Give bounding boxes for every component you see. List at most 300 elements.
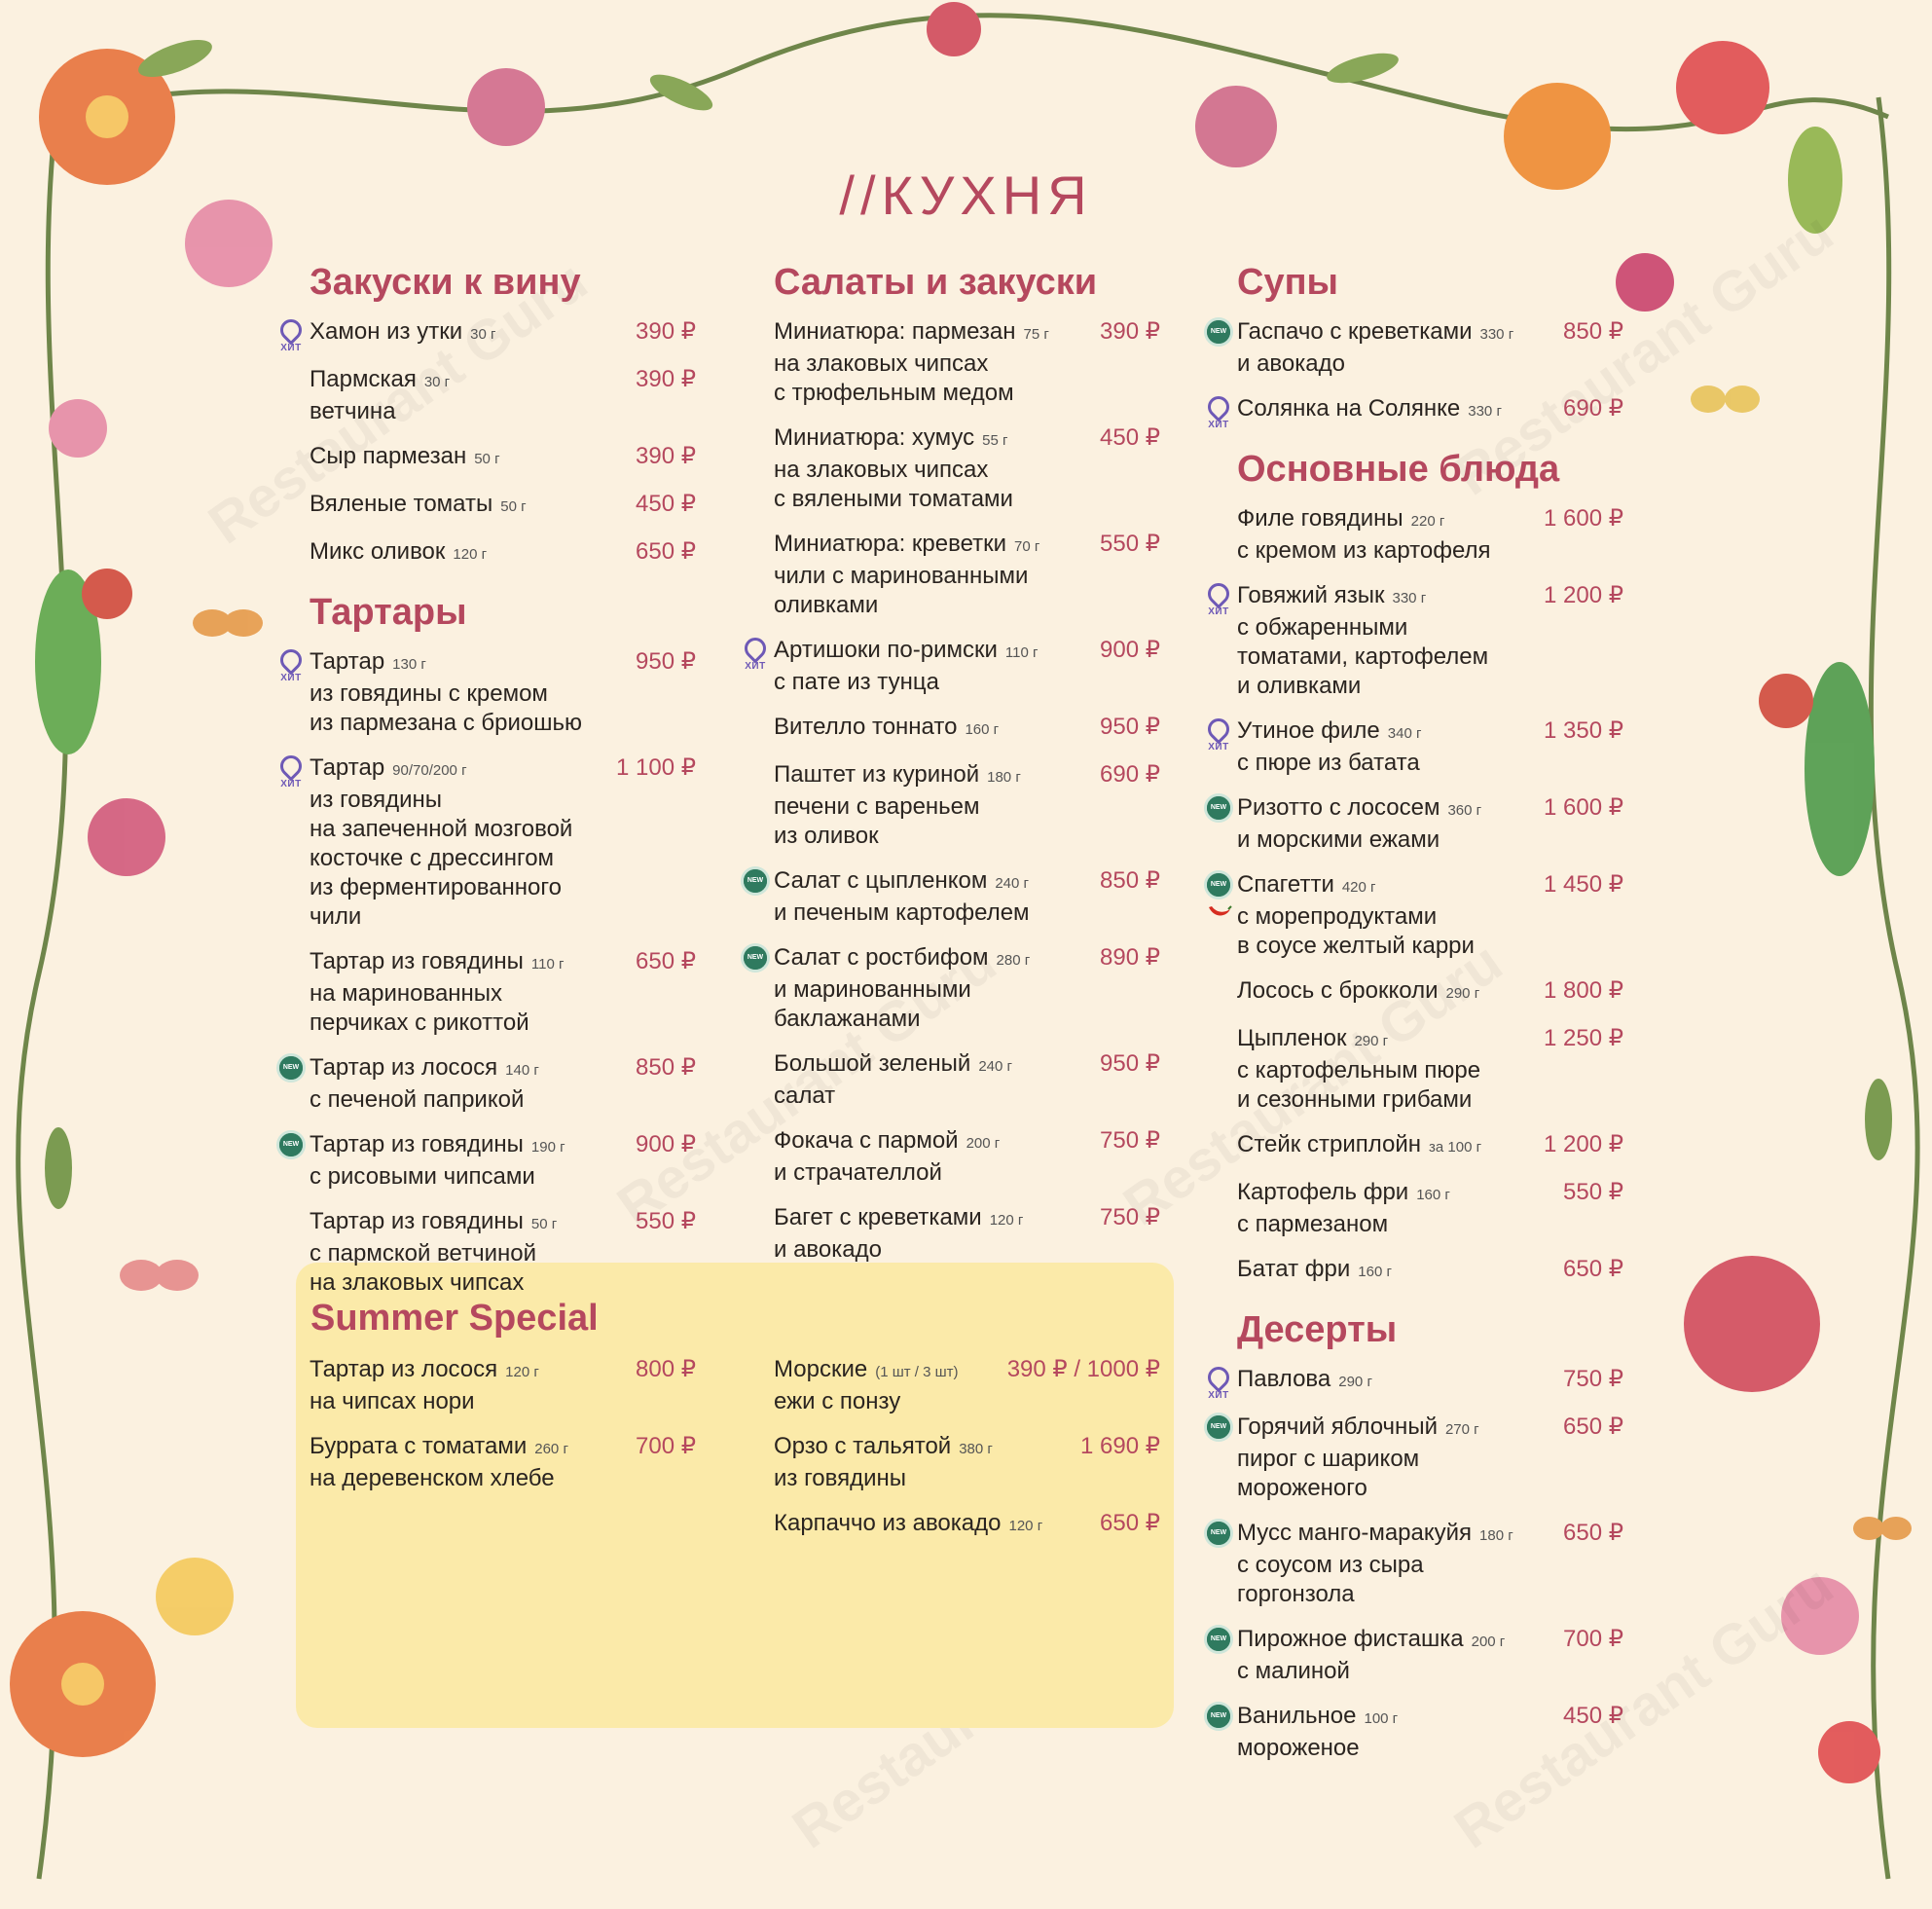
- menu-item-description: [1237, 932, 1538, 961]
- menu-item-description: [310, 786, 610, 815]
- menu-item-name: [1237, 581, 1538, 613]
- menu-section: [1205, 448, 1623, 1287]
- menu-item-name: [310, 490, 630, 522]
- menu-item-body: [1237, 581, 1538, 701]
- menu-item-text: Миниатюра: хумус: [774, 424, 975, 451]
- menu-item: [1205, 716, 1623, 778]
- menu-item-description: [774, 899, 1094, 928]
- chili-pepper-icon: [1207, 905, 1232, 919]
- menu-item-name: [1237, 870, 1538, 902]
- menu-item-description: [774, 562, 1094, 591]
- menu-item-name: [1237, 1702, 1557, 1734]
- menu-item-description: [1237, 1085, 1538, 1115]
- menu-item-price: 850 ₽: [1563, 318, 1623, 345]
- menu-item-weight: 340 г: [1387, 725, 1422, 742]
- menu-item-text: и морскими ежами: [1237, 826, 1440, 853]
- menu-item-body: [774, 713, 1094, 745]
- menu-item-weight: 330 г: [1392, 590, 1427, 606]
- menu-item-price: 1 800 ₽: [1544, 977, 1623, 1004]
- menu-column-3: [1205, 261, 1623, 1784]
- menu-item-description: [1237, 1056, 1538, 1085]
- menu-item-text: Горячий яблочный: [1237, 1413, 1438, 1440]
- menu-item-text: на злаковых чипсах: [774, 457, 989, 483]
- menu-item-body: [1237, 394, 1557, 426]
- menu-item-price: 1 690 ₽: [1080, 1433, 1160, 1459]
- menu-item-description: [1237, 1580, 1557, 1609]
- hit-badge-label: ХИТ: [1208, 1390, 1229, 1401]
- menu-item-weight: 50 г: [530, 1216, 558, 1232]
- menu-item: [277, 537, 696, 569]
- menu-item: [742, 530, 1160, 620]
- menu-section: [742, 261, 1160, 1265]
- menu-item-price: 650 ₽: [1100, 1510, 1160, 1536]
- menu-item-name: [310, 1053, 630, 1085]
- menu-item-weight: за 100 г: [1429, 1139, 1482, 1156]
- menu-item-weight: (1 шт / 3 шт): [875, 1364, 959, 1380]
- menu-item-weight: 110 г: [530, 956, 565, 973]
- menu-item-price: 1 250 ₽: [1544, 1025, 1623, 1051]
- menu-item-description: [1237, 613, 1538, 642]
- menu-item-body: [774, 1049, 1094, 1111]
- menu-item: [742, 1203, 1160, 1265]
- menu-item-weight: 160 г: [965, 721, 1000, 738]
- section-title: Супы: [1237, 262, 1338, 303]
- menu-item-text: ветчина: [310, 398, 396, 424]
- menu-item-body: [774, 760, 1094, 851]
- new-badge-icon: NEW: [744, 869, 767, 893]
- menu-item-text: на запеченной мозговой: [310, 816, 573, 842]
- hit-badge-label: ХИТ: [280, 343, 302, 353]
- menu-item-price: 450 ₽: [1563, 1703, 1623, 1729]
- menu-item-text: оливками: [774, 592, 879, 618]
- menu-item-text: с кремом из картофеля: [1237, 537, 1491, 564]
- hit-badge-label: ХИТ: [1208, 742, 1229, 753]
- menu-item-price: 1 100 ₽: [616, 754, 696, 781]
- menu-item-name: [1237, 1365, 1557, 1397]
- menu-item-price: 950 ₽: [1100, 1050, 1160, 1077]
- menu-item-text: и оливками: [1237, 673, 1362, 699]
- menu-item-price: 750 ₽: [1563, 1366, 1623, 1392]
- menu-item: [277, 1130, 696, 1192]
- menu-item: [1205, 1130, 1623, 1162]
- menu-item-description: [310, 1387, 630, 1416]
- menu-item-weight: 140 г: [505, 1062, 539, 1079]
- menu-item-description: [774, 1158, 1094, 1188]
- menu-item-price: 1 200 ₽: [1544, 1131, 1623, 1157]
- menu-item-name: [774, 530, 1094, 562]
- menu-item-name: [774, 1049, 1094, 1082]
- menu-item-weight: 160 г: [1416, 1187, 1450, 1203]
- new-badge-icon: NEW: [1207, 796, 1230, 820]
- menu-item-price: 390 ₽: [636, 318, 696, 345]
- new-badge-icon: NEW: [1207, 1628, 1230, 1651]
- menu-item-description: [774, 822, 1094, 851]
- menu-item-text: Морские: [774, 1356, 868, 1382]
- menu-item-description: [1237, 642, 1538, 672]
- menu-item-body: [1237, 504, 1538, 566]
- menu-item-text: Пармская: [310, 366, 417, 392]
- menu-item-text: перчиках с рикоттой: [310, 1010, 529, 1036]
- menu-item-price: 950 ₽: [636, 648, 696, 675]
- menu-item-price: 1 600 ₽: [1544, 505, 1623, 532]
- menu-item-description: [774, 485, 1094, 514]
- menu-item-text: с вялеными томатами: [774, 486, 1013, 512]
- menu-item-text: в соусе желтый карри: [1237, 933, 1475, 959]
- menu-item-weight: 120 г: [453, 546, 488, 563]
- menu-item-text: Тартар из говядины: [310, 948, 524, 974]
- menu-item-name: [310, 537, 630, 569]
- menu-item-text: Микс оливок: [310, 538, 446, 565]
- hit-badge-icon: [1205, 396, 1232, 430]
- menu-item-body: [1237, 1255, 1557, 1287]
- menu-item-text: с соусом из сыра: [1237, 1552, 1424, 1578]
- menu-item-text: Багет с креветками: [774, 1204, 982, 1230]
- menu-item-description: [774, 379, 1094, 408]
- menu-item-price: 390 ₽: [1100, 318, 1160, 345]
- menu-item-name: [774, 943, 1094, 975]
- hit-badge-label: ХИТ: [1208, 606, 1229, 617]
- menu-item: [742, 760, 1160, 851]
- menu-item-description: [1237, 1474, 1557, 1503]
- menu-item-text: горгонзола: [1237, 1581, 1355, 1607]
- menu-item-price: 650 ₽: [1563, 1256, 1623, 1282]
- hit-badge-label: ХИТ: [745, 661, 766, 672]
- menu-item-price: 690 ₽: [1563, 395, 1623, 422]
- menu-item-text: и сезонными грибами: [1237, 1086, 1473, 1113]
- menu-item-description: [1237, 1551, 1557, 1580]
- menu-item-text: Миниатюра: креветки: [774, 531, 1007, 557]
- menu-item-weight: 420 г: [1341, 879, 1376, 896]
- menu-item-price: 750 ₽: [1100, 1204, 1160, 1230]
- menu-item-text: с пюре из батата: [1237, 750, 1420, 776]
- menu-item-text: Вителло тоннато: [774, 714, 958, 740]
- menu-item-body: [774, 317, 1094, 408]
- new-badge-icon: NEW: [744, 946, 767, 970]
- menu-item: [1205, 1178, 1623, 1239]
- menu-item-description: [310, 397, 630, 426]
- menu-item-text: Спагетти: [1237, 871, 1334, 898]
- menu-item: [1205, 1413, 1623, 1503]
- menu-item-text: Говяжий язык: [1237, 582, 1385, 608]
- menu-item-weight: 120 г: [505, 1364, 539, 1380]
- new-badge-icon: NEW: [1207, 1522, 1230, 1545]
- menu-item-name: [774, 317, 1094, 349]
- menu-item-text: баклажанами: [774, 1006, 921, 1032]
- menu-item-text: Орзо с тальятой: [774, 1433, 952, 1459]
- menu-item-text: Тартар из говядины: [310, 1208, 524, 1234]
- menu-item-name: [310, 753, 610, 786]
- menu-item: [1205, 1625, 1623, 1686]
- menu-item-text: Филе говядины: [1237, 505, 1403, 532]
- hit-badge-icon: [742, 638, 769, 672]
- menu-item-text: Батат фри: [1237, 1256, 1351, 1282]
- menu-item-body: [310, 1130, 630, 1192]
- menu-item-weight: 120 г: [989, 1212, 1024, 1229]
- menu-item-description: [310, 815, 610, 844]
- new-badge-icon: NEW: [279, 1056, 303, 1080]
- section-title: Салаты и закуски: [774, 262, 1098, 303]
- menu-item-name: [1237, 976, 1538, 1009]
- menu-item-name: [1237, 1413, 1557, 1445]
- menu-item-description: [774, 349, 1094, 379]
- menu-item-weight: 75 г: [1023, 326, 1049, 343]
- menu-item: [1205, 793, 1623, 855]
- menu-item-text: и страчателлой: [774, 1159, 942, 1186]
- menu-item-name: [1237, 1024, 1538, 1056]
- menu-item-text: Фокача с пармой: [774, 1127, 959, 1154]
- menu-item-description: [310, 1464, 630, 1493]
- menu-item-text: печени с вареньем: [774, 793, 980, 820]
- menu-item-description: [310, 1162, 630, 1192]
- menu-section: [277, 261, 696, 569]
- menu-item-price: 650 ₽: [636, 948, 696, 974]
- menu-item-body: [774, 866, 1094, 928]
- menu-item-name: [1237, 504, 1538, 536]
- menu-section: [277, 591, 696, 1298]
- menu-item-name: [1237, 1519, 1557, 1551]
- menu-item: [277, 647, 696, 738]
- menu-item: [1205, 394, 1623, 430]
- menu-item-description: [310, 844, 610, 873]
- menu-item: [1205, 1255, 1623, 1287]
- menu-item-name: [1237, 394, 1557, 426]
- menu-item-price: 390 ₽: [636, 443, 696, 469]
- new-badge-icon: NEW: [279, 1133, 303, 1156]
- menu-item-text: из оливок: [774, 823, 879, 849]
- menu-item-body: [310, 490, 630, 522]
- menu-item-text: Тартар из лосося: [310, 1054, 498, 1081]
- menu-item-name: [774, 1509, 1094, 1541]
- menu-item-description: [774, 1464, 1075, 1493]
- menu-item-body: [774, 1355, 1002, 1416]
- menu-item-price: 900 ₽: [636, 1131, 696, 1157]
- menu-item-description: [310, 1085, 630, 1115]
- menu-item-text: из пармезана с бриошью: [310, 710, 582, 736]
- menu-item-text: и маринованными: [774, 976, 971, 1003]
- summer-column-right: [742, 1355, 1160, 1557]
- menu-item-text: на злаковых чипсах: [774, 350, 989, 377]
- menu-item-description: [1237, 536, 1538, 566]
- menu-item-text: Картофель фри: [1237, 1179, 1409, 1205]
- menu-item: [277, 1432, 696, 1493]
- menu-item-text: и печеным картофелем: [774, 899, 1030, 926]
- menu-item-text: с печеной паприкой: [310, 1086, 525, 1113]
- menu-item-body: [1237, 716, 1538, 778]
- menu-item-price: 450 ₽: [636, 491, 696, 517]
- menu-column-2: [742, 261, 1160, 1286]
- menu-item-weight: 290 г: [1338, 1374, 1372, 1390]
- hit-badge-label: ХИТ: [280, 673, 302, 683]
- menu-item-body: [1237, 1024, 1538, 1115]
- menu-item-text: с трюфельным медом: [774, 380, 1014, 406]
- section-title: Основные блюда: [1237, 449, 1560, 490]
- menu-item-text: мороженого: [1237, 1475, 1367, 1501]
- menu-item-price: 550 ₽: [1563, 1179, 1623, 1205]
- menu-item-price: 550 ₽: [1100, 531, 1160, 557]
- menu-item-text: из говядины: [774, 1465, 907, 1491]
- menu-item-description: [1237, 1210, 1557, 1239]
- hit-badge-label: ХИТ: [280, 779, 302, 789]
- menu-item-body: [774, 1203, 1094, 1265]
- menu-item-description: [310, 1268, 630, 1298]
- menu-item-body: [774, 1432, 1075, 1493]
- menu-item-text: Тартар из лосося: [310, 1356, 498, 1382]
- menu-item-price: 650 ₽: [1563, 1413, 1623, 1440]
- menu-item-text: с рисовыми чипсами: [310, 1163, 535, 1190]
- menu-item: [742, 317, 1160, 408]
- menu-item-weight: 50 г: [500, 498, 527, 515]
- menu-item-description: [1237, 349, 1557, 379]
- new-badge-icon: NEW: [1207, 1415, 1230, 1439]
- menu-item-name: [1237, 1625, 1557, 1657]
- menu-item-weight: 90/70/200 г: [392, 762, 467, 779]
- menu-item-description: [774, 456, 1094, 485]
- menu-item-price: 1 600 ₽: [1544, 794, 1623, 821]
- menu-item-description: [1237, 826, 1538, 855]
- page-title: //КУХНЯ: [839, 165, 1093, 226]
- menu-item-name: [310, 1130, 630, 1162]
- menu-item-text: томатами, картофелем: [1237, 643, 1489, 670]
- menu-item-body: [1237, 1625, 1557, 1686]
- menu-item-description: [310, 1009, 630, 1038]
- menu-item-weight: 200 г: [1471, 1634, 1506, 1650]
- menu-item-description: [1237, 749, 1538, 778]
- menu-item-description: [310, 1239, 630, 1268]
- menu-item-price: 850 ₽: [1100, 867, 1160, 894]
- menu-item-price: 890 ₽: [1100, 944, 1160, 971]
- menu-item-text: пирог с шариком: [1237, 1446, 1420, 1472]
- menu-item-text: Павлова: [1237, 1366, 1331, 1392]
- menu-item-text: Тартар: [310, 754, 385, 781]
- menu-item-description: [310, 873, 610, 932]
- menu-item-description: [774, 591, 1094, 620]
- menu-item: [742, 423, 1160, 514]
- menu-item-description: [310, 709, 630, 738]
- menu-item-name: [774, 1432, 1075, 1464]
- menu-item-text: Хамон из утки: [310, 318, 463, 345]
- menu-item-weight: 330 г: [1468, 403, 1502, 420]
- menu-item-price: 690 ₽: [1100, 761, 1160, 788]
- menu-item-weight: 70 г: [1014, 538, 1040, 555]
- menu-item-weight: 260 г: [534, 1441, 568, 1457]
- menu-item-text: и авокадо: [774, 1236, 882, 1263]
- menu-item: [1205, 581, 1623, 701]
- menu-item-weight: 50 г: [474, 451, 500, 467]
- menu-item-text: Гаспачо с креветками: [1237, 318, 1473, 345]
- menu-item-weight: 360 г: [1447, 802, 1482, 819]
- section-title: Десерты: [1237, 1309, 1398, 1350]
- menu-item-weight: 55 г: [982, 432, 1008, 449]
- hit-badge-icon: [277, 319, 305, 353]
- menu-item-weight: 190 г: [530, 1139, 565, 1156]
- menu-item-text: Большой зеленый: [774, 1050, 971, 1077]
- menu-item-weight: 100 г: [1364, 1710, 1399, 1727]
- menu-item: [277, 947, 696, 1038]
- menu-item-price: 390 ₽ / 1000 ₽: [1006, 1356, 1160, 1382]
- menu-item-body: [310, 947, 630, 1038]
- menu-item-description: [310, 979, 630, 1009]
- menu-item-text: с пармезаном: [1237, 1211, 1389, 1237]
- menu-item-price: 850 ₽: [636, 1054, 696, 1081]
- menu-item-name: [310, 442, 630, 474]
- hit-badge-icon: [1205, 718, 1232, 753]
- menu-item-price: 900 ₽: [1100, 637, 1160, 663]
- menu-item: [742, 713, 1160, 745]
- menu-item: [742, 1432, 1160, 1493]
- menu-item-price: 450 ₽: [1100, 424, 1160, 451]
- menu-item-text: Салат с ростбифом: [774, 944, 989, 971]
- menu-item-body: [1237, 1702, 1557, 1763]
- menu-item-name: [1237, 793, 1538, 826]
- menu-item-description: [774, 1005, 1094, 1034]
- menu-item-body: [1237, 1519, 1557, 1609]
- menu-item-text: Салат с цыпленком: [774, 867, 988, 894]
- menu-item-price: 650 ₽: [1563, 1520, 1623, 1546]
- menu-item: [1205, 1365, 1623, 1401]
- menu-item: [742, 866, 1160, 928]
- menu-item-text: на чипсах нори: [310, 1388, 475, 1414]
- section-title: Тартары: [310, 592, 467, 633]
- menu-item: [1205, 976, 1623, 1009]
- menu-item-description: [774, 792, 1094, 822]
- new-badge-icon: NEW: [1207, 320, 1230, 344]
- menu-item: [277, 490, 696, 522]
- menu-item-text: Паштет из куриной: [774, 761, 980, 788]
- menu-item-body: [310, 1432, 630, 1493]
- menu-item-body: [310, 1355, 630, 1416]
- menu-item-text: чили с маринованными: [774, 563, 1029, 589]
- menu-item-text: на злаковых чипсах: [310, 1269, 525, 1296]
- new-badge-icon: NEW: [1207, 1705, 1230, 1728]
- menu-item-weight: 290 г: [1445, 985, 1480, 1002]
- menu-item-name: [1237, 317, 1557, 349]
- menu-item-body: [774, 1509, 1094, 1541]
- menu-item-description: [1237, 672, 1538, 701]
- menu-item-body: [1237, 1365, 1557, 1397]
- menu-item-price: 1 450 ₽: [1544, 871, 1623, 898]
- menu-item-text: Солянка на Солянке: [1237, 395, 1461, 422]
- menu-item-body: [310, 537, 630, 569]
- menu-item-weight: 240 г: [978, 1058, 1012, 1075]
- menu-item-weight: 240 г: [995, 875, 1029, 892]
- menu-item-name: [774, 423, 1094, 456]
- menu-item-text: с пате из тунца: [774, 669, 939, 695]
- menu-item-text: Тартар из говядины: [310, 1131, 524, 1157]
- menu-item-text: Пирожное фисташка: [1237, 1626, 1464, 1652]
- menu-item-text: ежи с понзу: [774, 1388, 901, 1414]
- menu-item-text: мороженое: [1237, 1735, 1360, 1761]
- hit-badge-icon: [1205, 1367, 1232, 1401]
- menu-item-price: 390 ₽: [636, 366, 696, 392]
- menu-item-description: [774, 1235, 1094, 1265]
- menu-item-name: [1237, 1255, 1557, 1287]
- menu-item: [277, 317, 696, 353]
- menu-item-name: [310, 1355, 630, 1387]
- menu-section: [1205, 1308, 1623, 1763]
- menu-item-name: [1237, 1130, 1538, 1162]
- menu-item-weight: 130 г: [392, 656, 426, 673]
- menu-item-weight: 30 г: [470, 326, 496, 343]
- menu-item-name: [310, 647, 630, 679]
- menu-item-name: [774, 1355, 1002, 1387]
- menu-item-name: [774, 636, 1094, 668]
- menu-item-text: салат: [774, 1083, 836, 1109]
- menu-item-description: [1237, 1445, 1557, 1474]
- menu-item-name: [310, 365, 630, 397]
- menu-item-body: [774, 636, 1094, 697]
- menu-item-weight: 220 г: [1410, 513, 1445, 530]
- menu-item-body: [1237, 1130, 1538, 1162]
